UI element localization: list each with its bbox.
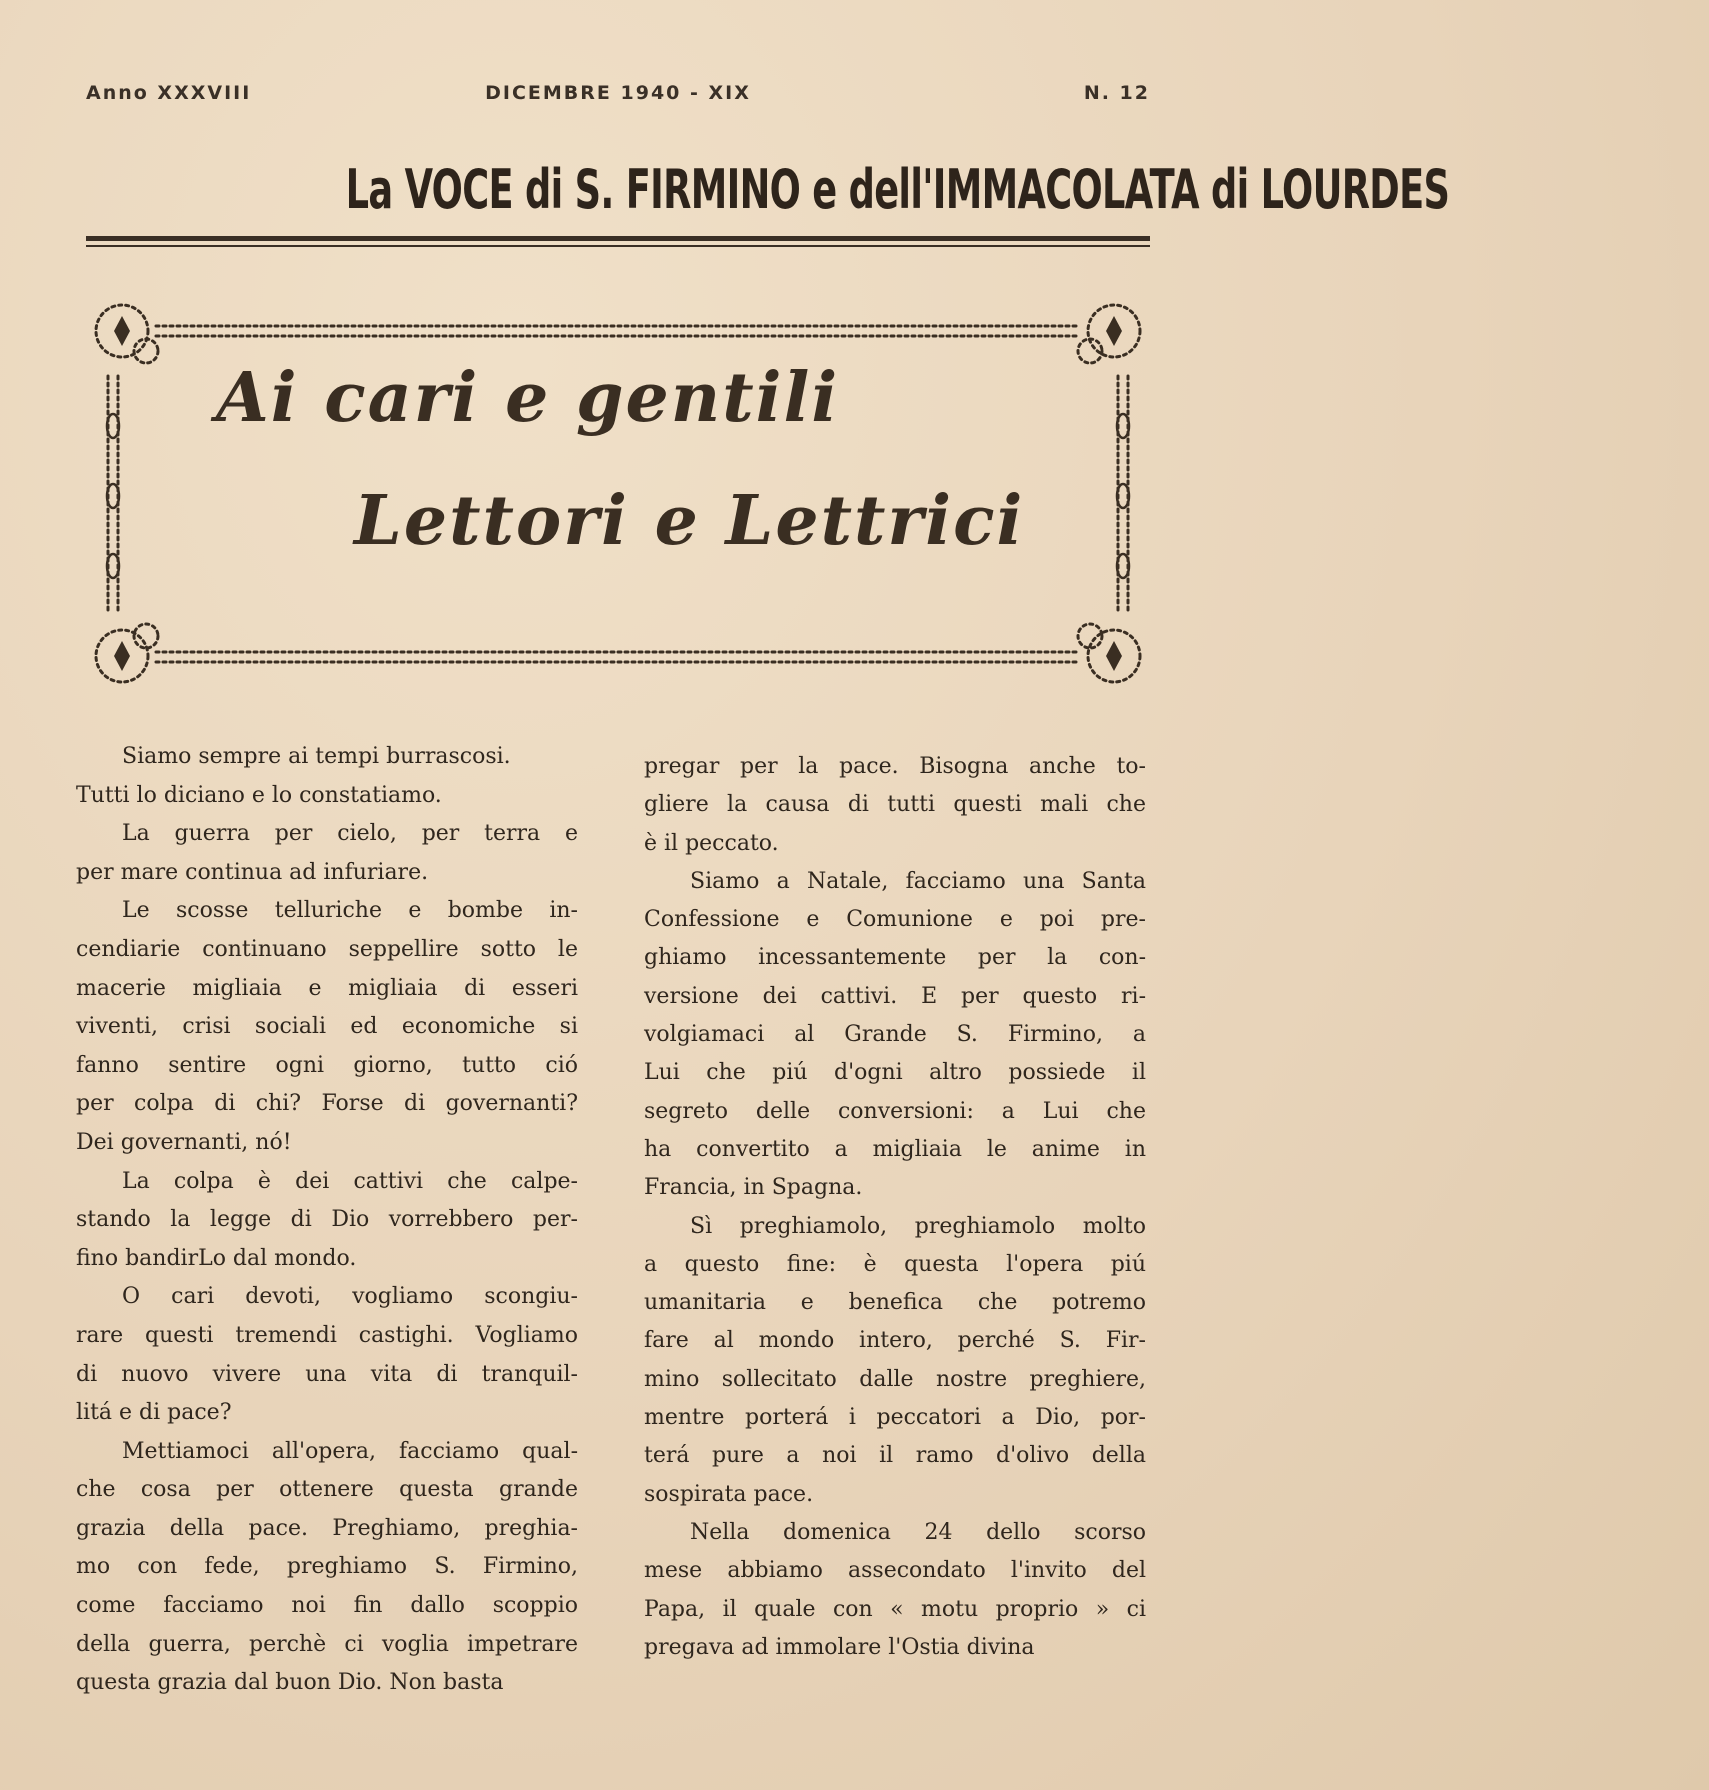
- article-line: La colpa è dei cattivi che calpe-: [122, 1168, 578, 1194]
- article-line: per colpa di chi? Forse di governanti?: [76, 1091, 578, 1117]
- article-line: cendiarie continuano seppellire sotto le: [76, 936, 578, 962]
- article-line: questa grazia dal buon Dio. Non basta: [76, 1670, 504, 1696]
- article-line: gliere la causa di tutti questi mali che: [644, 792, 1146, 818]
- article-line: mentre porterá i peccatori a Dio, por-: [644, 1405, 1146, 1431]
- article-line: fanno sentire ogni giorno, tutto ció: [76, 1052, 578, 1078]
- issue-info-bar: [86, 82, 1150, 112]
- article-line: versione dei cattivi. E per questo ri-: [644, 983, 1146, 1009]
- article-line: Sì preghiamolo, preghiamolo molto: [690, 1213, 1146, 1239]
- article-line: Nella domenica 24 dello scorso: [690, 1519, 1146, 1545]
- issue-number: N. 12: [1083, 82, 1150, 104]
- article-line: della guerra, perchè ci voglia impetrare: [76, 1631, 578, 1657]
- article-line: viventi, crisi sociali ed economiche si: [76, 1014, 578, 1040]
- masthead: [86, 145, 1450, 235]
- article-line: Siamo a Natale, facciamo una Santa: [690, 868, 1146, 894]
- article-line: segreto delle conversioni: a Lui che: [644, 1098, 1146, 1124]
- article-line: Lui che piú d'ogni altro possiede il: [644, 1060, 1146, 1086]
- article-line: sospirata pace.: [644, 1481, 814, 1507]
- ornamental-frame: [86, 296, 1150, 691]
- article-line: pregar per la pace. Bisogna anche to-: [644, 754, 1146, 779]
- banner-heading-line1: Ai cari e gentili: [216, 358, 840, 438]
- article-line: litá e di pace?: [76, 1400, 232, 1426]
- article-line: umanitaria e benefica che potremo: [644, 1290, 1146, 1316]
- article-line: terá pure a noi il ramo d'olivo della: [644, 1443, 1146, 1469]
- article-line: fare al mondo intero, perché S. Fir-: [644, 1328, 1146, 1354]
- article-line: mino sollecitato dalle nostre preghiere,: [644, 1366, 1146, 1392]
- article-line: come facciamo noi fin dallo scoppio: [76, 1593, 578, 1619]
- article-line: Dei governanti, nó!: [76, 1129, 292, 1155]
- article-line: volgiamaci al Grande S. Firmino, a: [644, 1022, 1146, 1048]
- article-line: è il peccato.: [644, 830, 779, 856]
- article-line: Confessione e Comunione e poi pre-: [644, 907, 1146, 933]
- article-line: fino bandirLo dal mondo.: [76, 1245, 357, 1271]
- article-line: di nuovo vivere una vita di tranquil-: [76, 1361, 578, 1387]
- article-line: Mettiamoci all'opera, facciamo qual-: [122, 1438, 578, 1464]
- article-line: Francia, in Spagna.: [644, 1175, 863, 1201]
- article-line: per mare continua ad infuriare.: [76, 859, 429, 885]
- article-line: stando la legge di Dio vorrebbero per-: [76, 1207, 578, 1233]
- article-line: Papa, il quale con « motu proprio » ci: [644, 1596, 1146, 1622]
- article-line: O cari devoti, vogliamo scongiu-: [122, 1284, 578, 1310]
- article-line: mese abbiamo assecondato l'invito del: [644, 1558, 1146, 1584]
- article-line: rare questi tremendi castighi. Vogliamo: [76, 1322, 578, 1348]
- article-line: mo con fede, preghiamo S. Firmino,: [76, 1554, 578, 1580]
- article-right-column: [644, 748, 1146, 1667]
- issue-date: DICEMBRE 1940 - XIX: [485, 82, 751, 104]
- article-line: macerie migliaia e migliaia di esseri: [76, 975, 578, 1001]
- article-line: Le scosse telluriche e bombe in-: [122, 898, 578, 924]
- article-line: Tutti lo diciano e lo constatiamo.: [76, 782, 442, 808]
- article-line: ghiamo incessantemente per la con-: [644, 945, 1146, 971]
- article-line: pregava ad immolare l'Ostia divina: [644, 1634, 1035, 1660]
- article-line: La guerra per cielo, per terra e: [122, 821, 578, 847]
- issue-year: Anno XXXVIII: [86, 82, 252, 104]
- article-line: che cosa per ottenere questa grande: [76, 1477, 578, 1503]
- article-left-column: [76, 738, 578, 1703]
- article-line: a questo fine: è questa l'opera piú: [644, 1251, 1146, 1277]
- masthead-rule-thin: [86, 245, 1150, 247]
- banner-heading-line2: Lettori e Lettrici: [354, 481, 1025, 561]
- article-line: ha convertito a migliaia le anime in: [644, 1136, 1146, 1162]
- masthead-title: La VOCE di S. FIRMINO e dell'IMMACOLATA di LOURDES: [345, 158, 1450, 221]
- article-line: Siamo sempre ai tempi burrascosi.: [122, 744, 511, 769]
- masthead-rule-thick: [86, 236, 1150, 241]
- article-line: grazia della pace. Preghiamo, preghia-: [76, 1515, 578, 1541]
